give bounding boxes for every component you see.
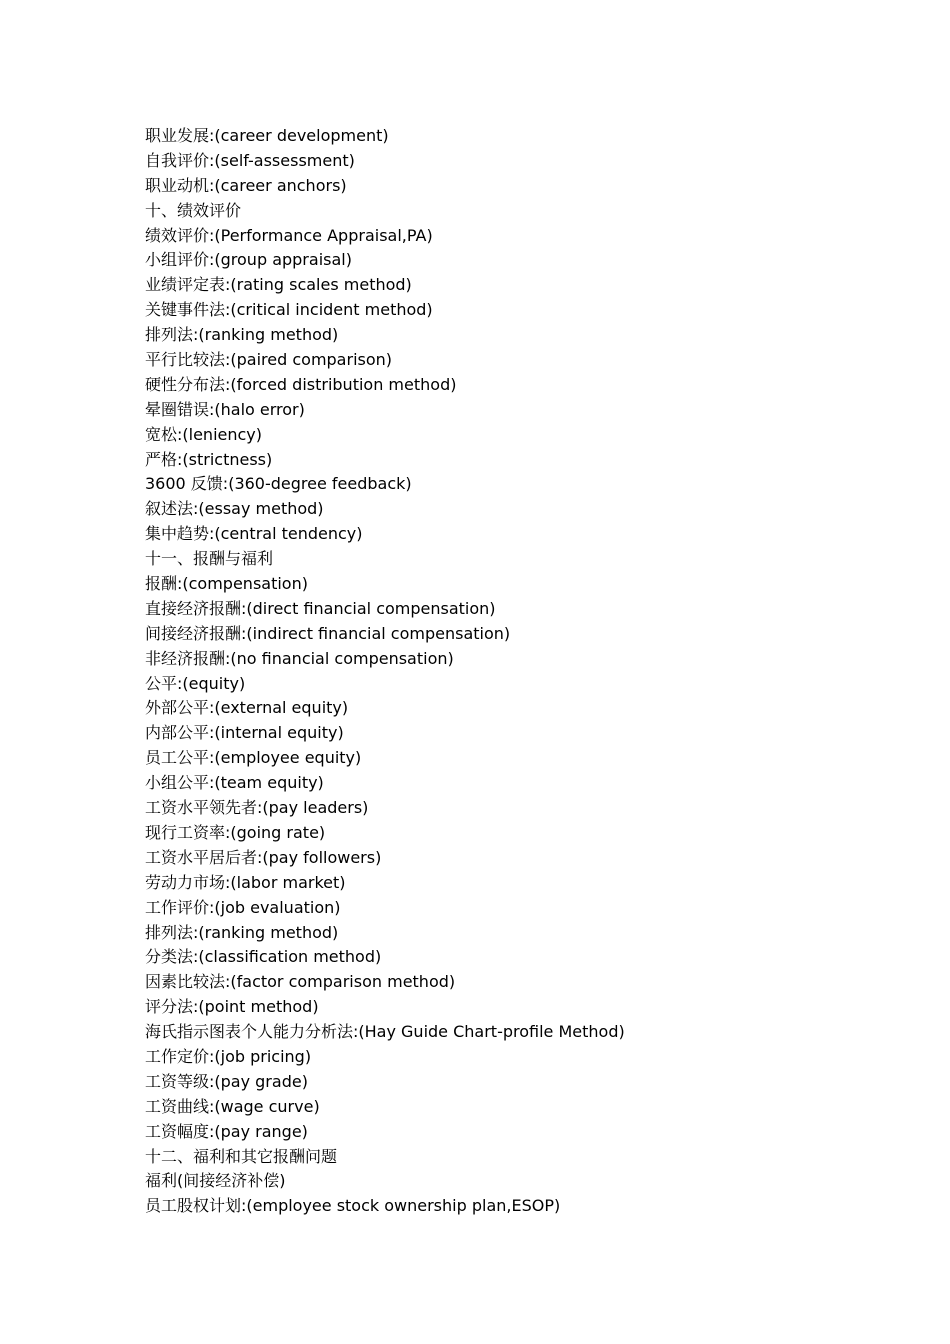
text-line: 分类法:(classification method) [145,947,382,967]
text-line: 因素比较法:(factor comparison method) [145,972,456,992]
text-line: 3600 反馈:(360-degree feedback) [145,474,412,494]
text-line: 十、绩效评价 [145,200,242,220]
text-line: 工作评价:(job evaluation) [145,897,341,917]
text-line: 员工股权计划:(employee stock ownership plan,ESOP) [145,1196,561,1216]
text-line: 小组评价:(group appraisal) [145,250,352,270]
text-line: 职业发展:(career development) [145,126,389,145]
text-line: 评分法:(point method) [145,997,319,1017]
text-line: 劳动力市场:(labor market) [145,872,346,892]
text-line: 关键事件法:(critical incident method) [145,300,433,320]
text-line: 排列法:(ranking method) [145,325,339,345]
text-line: 宽松:(leniency) [145,424,263,444]
text-line: 直接经济报酬:(direct financial compensation) [145,598,496,618]
text-line: 绩效评价:(Performance Appraisal,PA) [145,225,433,245]
text-line: 集中趋势:(central tendency) [145,524,363,544]
text-line: 非经济报酬:(no financial compensation) [145,648,454,668]
text-line: 间接经济报酬:(indirect financial compensation) [145,623,511,643]
text-line: 内部公平:(internal equity) [145,723,344,743]
text-line: 公平:(equity) [145,673,246,693]
text-line: 小组公平:(team equity) [145,773,324,793]
text-line: 工资等级:(pay grade) [145,1071,308,1091]
text-line: 海氏指示图表个人能力分析法:(Hay Guide Chart-profile Method) [145,1022,625,1042]
text-line: 工资幅度:(pay range) [145,1121,308,1141]
text-line: 严格:(strictness) [145,449,273,469]
text-line: 十一、报酬与福利 [145,549,274,569]
term-list [145,124,625,1219]
text-line: 硬性分布法:(forced distribution method) [145,374,457,394]
text-line: 报酬:(compensation) [145,574,308,594]
text-line: 工资水平领先者:(pay leaders) [145,798,369,818]
text-line: 十二、福利和其它报酬问题 [145,1146,338,1166]
text-line: 排列法:(ranking method) [145,922,339,942]
text-line: 平行比较法:(paired comparison) [145,350,393,370]
text-line: 工资曲线:(wage curve) [145,1096,320,1116]
text-line: 工作定价:(job pricing) [145,1046,312,1066]
text-line: 福利(间接经济补偿) [145,1171,286,1191]
text-line: 晕圈错误:(halo error) [145,399,305,419]
text-line: 叙述法:(essay method) [145,499,324,519]
text-line: 自我评价:(self-assessment) [145,150,355,170]
text-line: 职业动机:(career anchors) [145,175,347,195]
text-line: 业绩评定表:(rating scales method) [145,275,412,295]
text-line: 工资水平居后者:(pay followers) [145,847,382,867]
text-line: 外部公平:(external equity) [145,698,349,718]
text-line: 现行工资率:(going rate) [145,822,326,842]
text-line: 员工公平:(employee equity) [145,748,362,768]
